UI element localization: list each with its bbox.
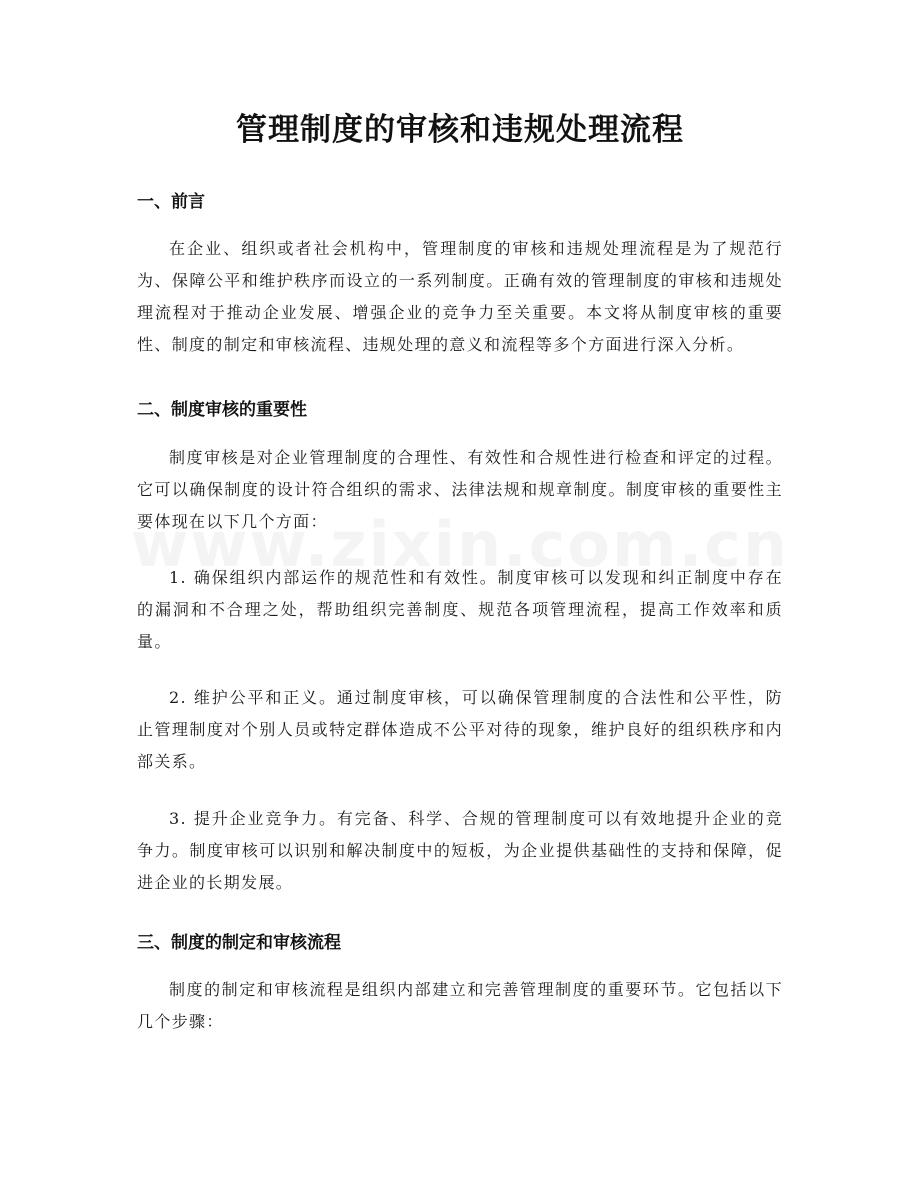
paragraph: 制度审核是对企业管理制度的合理性、有效性和合规性进行检查和评定的过程。它可以确保制度的设计符合组织的需求、法律法规和规章制度。制度审核的重要性主要体现在以下几个方面： bbox=[137, 448, 783, 531]
section-heading-importance: 二、制度审核的重要性 bbox=[137, 400, 307, 420]
paragraph: 在企业、组织或者社会机构中，管理制度的审核和违规处理流程是为了规范行为、保障公平和维护秩序而设立的一系列制度。正确有效的管理制度的审核和违规处理流程对于推动企业发展、增强企业的竞争力至关重要。本文将从制度审核的重要性、制度的制定和审核流程、违规处理的意义和流程等多个方面进行深入分析。 bbox=[137, 239, 783, 354]
document-title: 管理制度的审核和违规处理流程 bbox=[236, 112, 684, 148]
list-item-1: 1. 确保组织内部运作的规范性和有效性。制度审核可以发现和纠正制度中存在的漏洞和不合理之处，帮助组织完善制度、规范各项管理流程，提高工作效率和质量。 bbox=[137, 568, 783, 651]
list-item-3: 3. 提升企业竞争力。有完备、科学、合规的管理制度可以有效地提升企业的竞争力。制度审核可以识别和解决制度中的短板，为企业提供基础性的支持和保障，促进企业的长期发展。 bbox=[137, 809, 783, 892]
paragraph: 制度的制定和审核流程是组织内部建立和完善管理制度的重要环节。它包括以下几个步骤： bbox=[137, 980, 783, 1031]
list-item-2: 2. 维护公平和正义。通过制度审核，可以确保管理制度的合法性和公平性，防止管理制度对个别人员或特定群体造成不公平对待的现象，维护良好的组织秩序和内部关系。 bbox=[137, 688, 783, 771]
section-heading-preface: 一、前言 bbox=[137, 192, 205, 212]
section-heading-process: 三、制度的制定和审核流程 bbox=[137, 933, 341, 953]
